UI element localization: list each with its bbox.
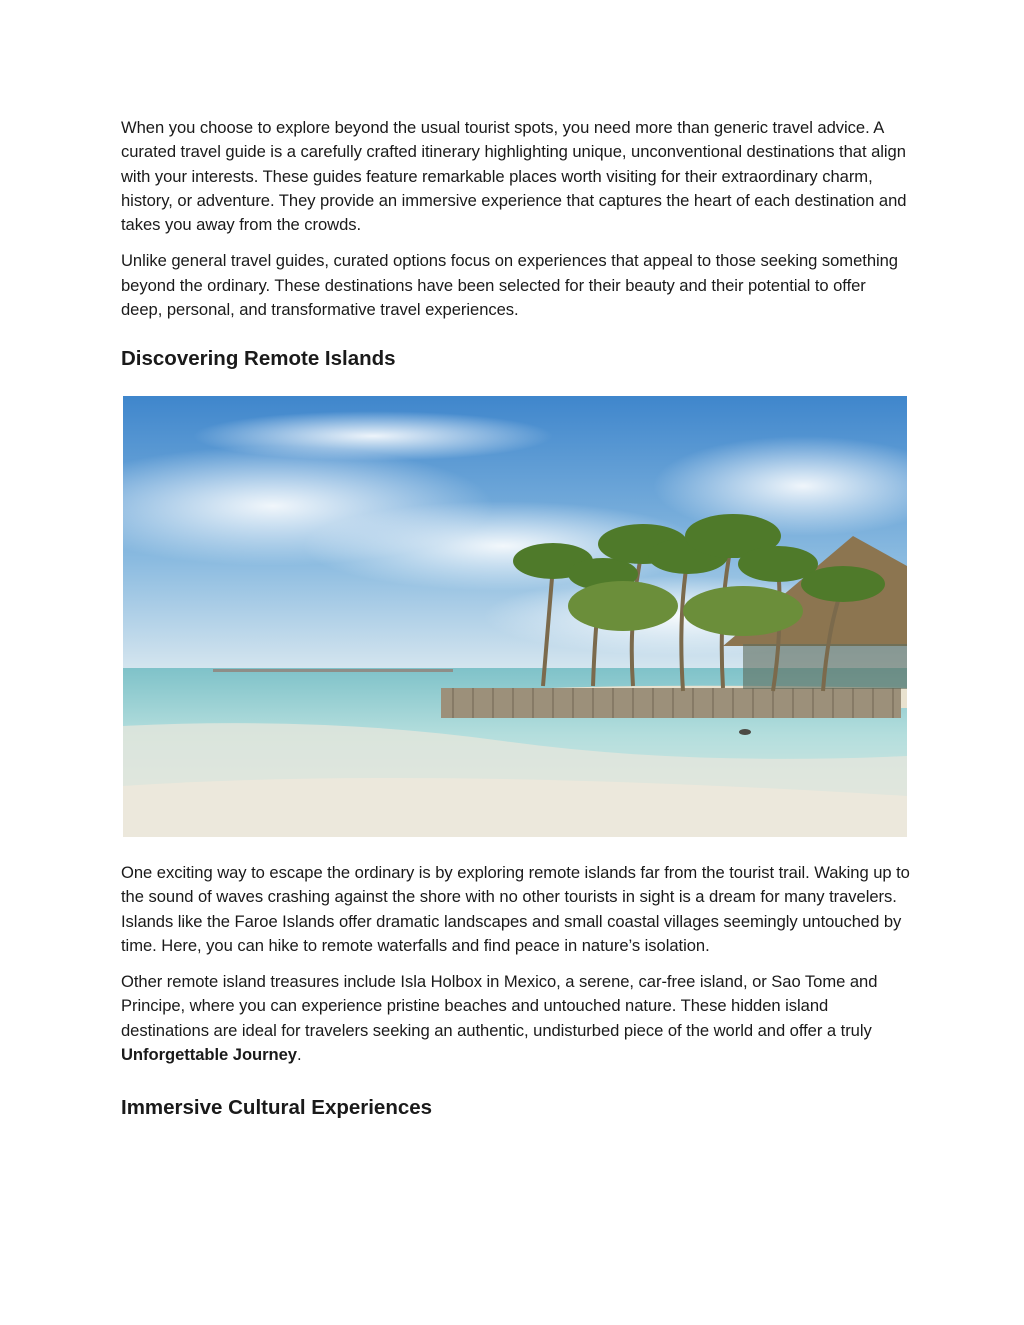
intro-paragraph-1: When you choose to explore beyond the usual tourist spots, you need more than generic travel advice. A curated travel guide is a carefully crafted itinerary highlighting unique, unconventional destinations that align with your interests. These guides feature remarkable places worth visiting for their extraordinary charm, history, or adventure. They provide an immersive experience that captures the heart of each destination and takes you away from the crowds. — [121, 118, 907, 235]
islands-paragraph-2-text: Other remote island treasures include Isla Holbox in Mexico, a serene, car-free island, or Sao Tome and Principe, where you can experience pristine beaches and untouched nature. These hidden island destinations are ideal for travelers seeking an authentic, undisturbed piece of the world and offer a truly — [121, 972, 878, 1040]
islands-paragraph-1: One exciting way to escape the ordinary is by exploring remote islands far from the tourist trail. Waking up to the sound of waves crashing against the shore with no other tourists in sight is a dream for many travelers. Islands like the Faroe Islands offer dramatic landscapes and small coastal villages seemingly untouched by time. Here, you can hike to remote waterfalls and find peace in nature’s isolation. — [121, 863, 910, 955]
unforgettable-journey-link: Unforgettable Journey — [121, 1045, 297, 1065]
islands-body — [121, 861, 911, 1121]
islands-paragraph-2-end: . — [296, 1045, 302, 1065]
islands-paragraph-2 — [121, 970, 911, 1067]
heading-cultural-experiences: Immersive Cultural Experiences — [121, 1096, 433, 1120]
heading-remote-islands: Discovering Remote Islands — [121, 347, 396, 371]
intro-paragraph-2: Unlike general travel guides, curated options focus on experiences that appeal to those seeking something beyond the ordinary. These destinations have been selected for their beauty and their potential to offer deep, personal, and transformative travel experiences. — [121, 251, 898, 320]
intro-section — [121, 116, 911, 384]
beach-photo-icon — [123, 396, 907, 837]
